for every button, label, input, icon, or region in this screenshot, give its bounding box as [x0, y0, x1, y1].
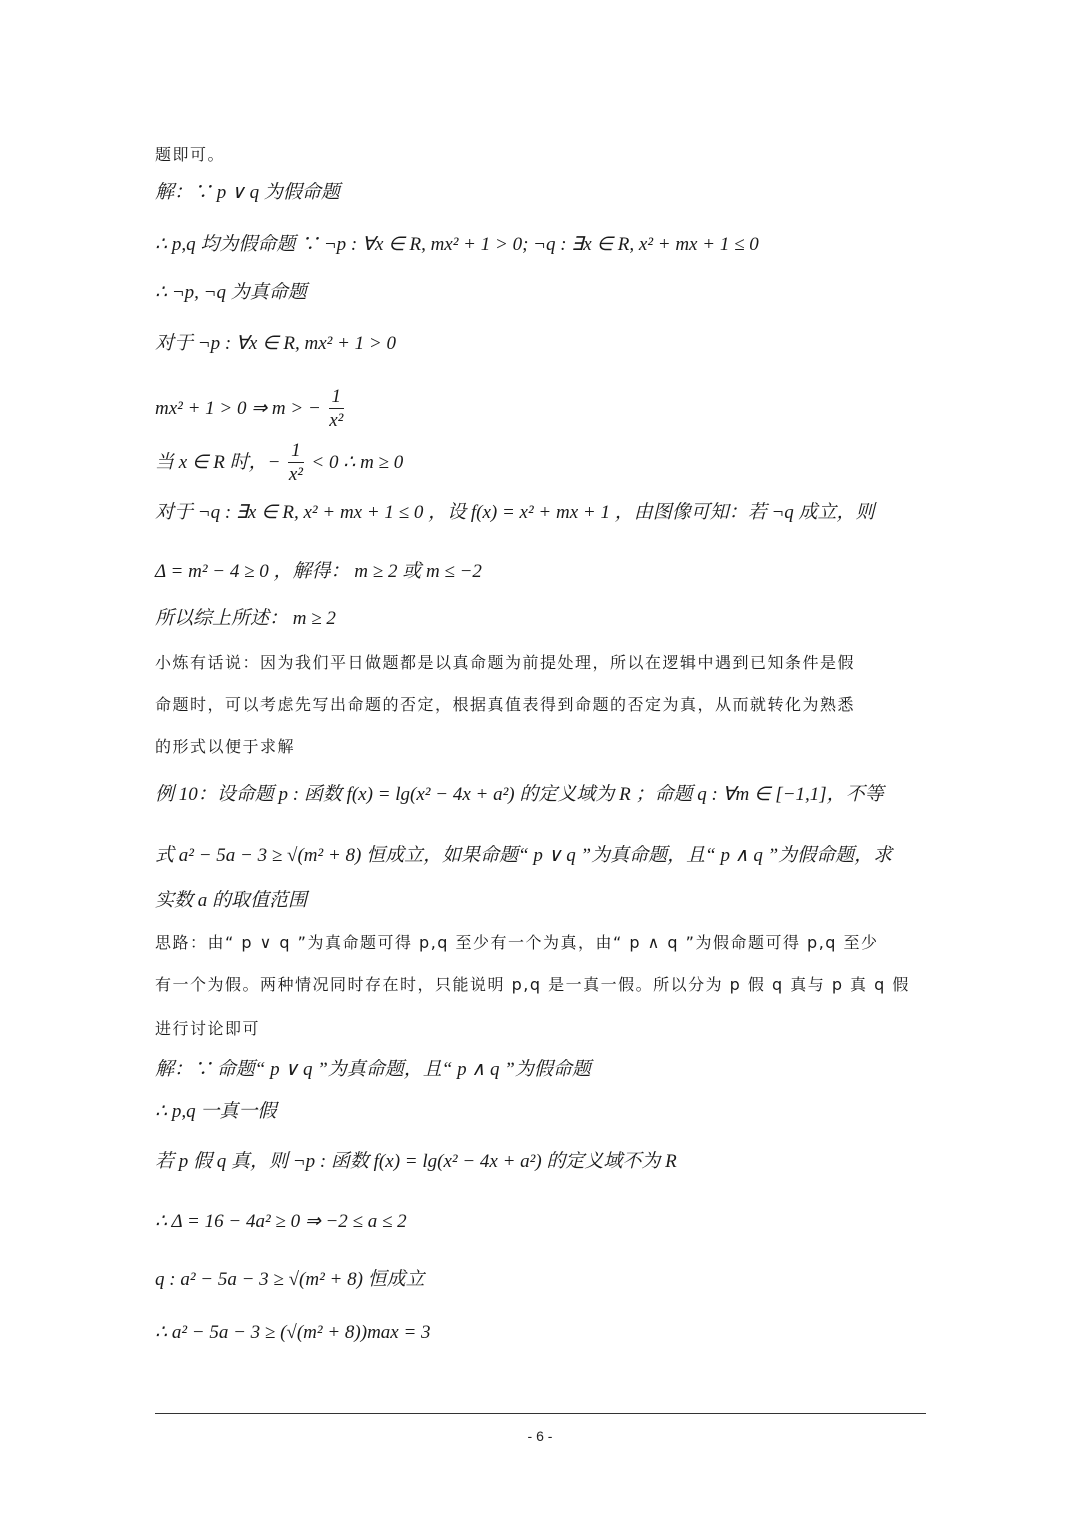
math-line — [155, 386, 347, 433]
text-line: 式 a² − 5a − 3 ≥ √(m² + 8) 恒成立，如果命题“ p ∨ q ”为真命题，且“ p ∧ q ”为假命题，求 — [155, 845, 893, 866]
text-line: 思路：由“ p ∨ q ”为真命题可得 p,q 至少有一个为真，由“ p ∧ q ”为假命题可得 p,q 至少 — [155, 933, 879, 952]
fraction-numerator: 1 — [329, 386, 345, 409]
text-line: q : a² − 5a − 3 ≥ √(m² + 8) 恒成立 — [155, 1269, 425, 1290]
text-line: 进行讨论即可 — [155, 1019, 261, 1038]
math-text: < 0 ∴ m ≥ 0 — [311, 451, 404, 473]
text-line: 解：∵ p ∨ q 为假命题 — [155, 182, 340, 203]
text-line: 题即可。 — [155, 145, 226, 164]
text-line: 解：∵ 命题“ p ∨ q ”为真命题，且“ p ∧ q ”为假命题 — [155, 1059, 591, 1080]
text-line: 对于 ¬p : ∀x ∈ R, mx² + 1 > 0 — [155, 333, 396, 354]
text-line: 若 p 假 q 真，则 ¬p : 函数 f(x) = lg(x² − 4x + a²) 的定义域不为 R — [155, 1151, 677, 1172]
text-line: 小炼有话说：因为我们平日做题都是以真命题为前提处理，所以在逻辑中遇到已知条件是假 — [155, 653, 856, 672]
text-line: ∴ a² − 5a − 3 ≥ (√(m² + 8))max = 3 — [155, 1322, 431, 1343]
math-text: mx² + 1 > 0 ⇒ m > − — [155, 397, 321, 419]
fraction — [288, 440, 304, 487]
fraction-denominator: x² — [288, 464, 303, 485]
text-line: 实数 a 的取值范围 — [155, 890, 308, 911]
text-line: 有一个为假。两种情况同时存在时，只能说明 p,q 是一真一假。所以分为 p 假 q 真与 p 真 q 假 — [155, 975, 910, 994]
text-line: ∴ ¬p, ¬q 为真命题 — [155, 282, 307, 303]
text-line: 例 10：设命题 p : 函数 f(x) = lg(x² − 4x + a²) 的定义域为 R ；命题 q : ∀m ∈ [−1,1]，不等 — [155, 784, 884, 805]
text-line: 对于 ¬q : ∃x ∈ R, x² + mx + 1 ≤ 0 ，设 f(x) = x² + mx + 1 ，由图像可知：若 ¬q 成立，则 — [155, 502, 875, 523]
text-line: Δ = m² − 4 ≥ 0 ，解得： m ≥ 2 或 m ≤ −2 — [155, 561, 482, 582]
text-line: ∴ Δ = 16 − 4a² ≥ 0 ⇒ −2 ≤ a ≤ 2 — [155, 1211, 407, 1232]
text-line: 命题时，可以考虑先写出命题的否定，根据真值表得到命题的否定为真，从而就转化为熟悉 — [155, 695, 856, 714]
text-line: 的形式以便于求解 — [155, 737, 296, 756]
math-line — [155, 440, 403, 487]
fraction — [329, 386, 345, 433]
text-line: 所以综上所述： m ≥ 2 — [155, 608, 336, 629]
fraction-numerator: 1 — [288, 440, 304, 463]
footer-divider — [155, 1413, 926, 1414]
math-text: 当 x ∈ R 时，− — [155, 451, 281, 473]
fraction-denominator: x² — [329, 410, 344, 431]
text-line: ∴ p,q 均为假命题 ∵ ¬p : ∀x ∈ R, mx² + 1 > 0; ¬q : ∃x ∈ R, x² + mx + 1 ≤ 0 — [155, 234, 759, 255]
page-number: - 6 - — [527, 1428, 553, 1444]
text-line: ∴ p,q 一真一假 — [155, 1101, 277, 1122]
